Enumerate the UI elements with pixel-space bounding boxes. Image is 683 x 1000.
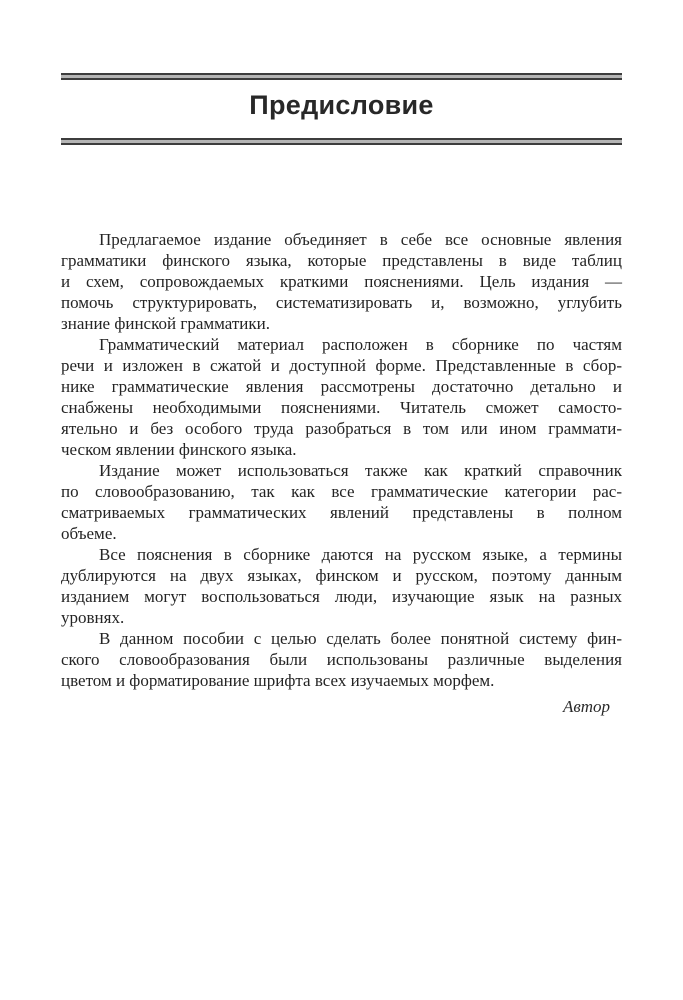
text-line: ского словообразования были использованы различные выделения — [61, 650, 622, 669]
paragraph — [61, 460, 622, 544]
paragraph — [61, 544, 622, 628]
title-rule-bottom — [61, 138, 622, 145]
text-line: цветом и форматирование шрифта всех изучаемых морфем. — [61, 671, 495, 690]
text-line: ческом явлении финского языка. — [61, 440, 297, 459]
text-line: Все пояснения в сборнике даются на русском языке, а термины — [99, 545, 622, 564]
text-line: по словообразованию, так как все грамматические категории рас- — [61, 482, 622, 501]
text-line: изданием могут воспользоваться люди, изучающие язык на разных — [61, 587, 622, 606]
text-line: Издание может использоваться также как краткий справочник — [99, 461, 622, 480]
text-line: Грамматический материал расположен в сборнике по частям — [99, 335, 622, 354]
text-line: ятельно и без особого труда разобраться в том или ином граммати- — [61, 419, 622, 438]
text-line: грамматики финского языка, которые представлены в виде таблиц — [61, 251, 622, 270]
text-line: Предлагаемое издание объединяет в себе все основные явления — [99, 230, 622, 249]
paragraph — [61, 334, 622, 460]
author-signature: Автор — [562, 697, 610, 716]
text-line: дублируются на двух языках, финском и русском, поэтому данным — [61, 566, 622, 585]
text-line: нике грамматические явления рассмотрены достаточно детально и — [61, 377, 622, 396]
text-line: речи и изложен в сжатой и доступной форме. Представленные в сбор- — [61, 356, 622, 375]
text-line: и схем, сопровождаемых краткими пояснениями. Цель издания — — [61, 272, 622, 291]
text-line: сматриваемых грамматических явлений представлены в полном — [61, 503, 622, 522]
text-line: помочь структурировать, систематизировать и, возможно, углубить — [61, 293, 622, 312]
text-line: знание финской грамматики. — [61, 314, 271, 333]
paragraph — [61, 229, 622, 334]
page-title: Предисловие — [249, 90, 434, 120]
text-line: снабжены необходимыми пояснениями. Читатель сможет самосто- — [61, 398, 622, 417]
title-rule-top — [61, 73, 622, 80]
body-text — [61, 229, 622, 717]
paragraph — [61, 628, 622, 691]
text-line: В данном пособии с целью сделать более понятной систему фин- — [99, 629, 622, 648]
text-line: объеме. — [61, 524, 117, 543]
text-line: уровнях. — [61, 608, 125, 627]
